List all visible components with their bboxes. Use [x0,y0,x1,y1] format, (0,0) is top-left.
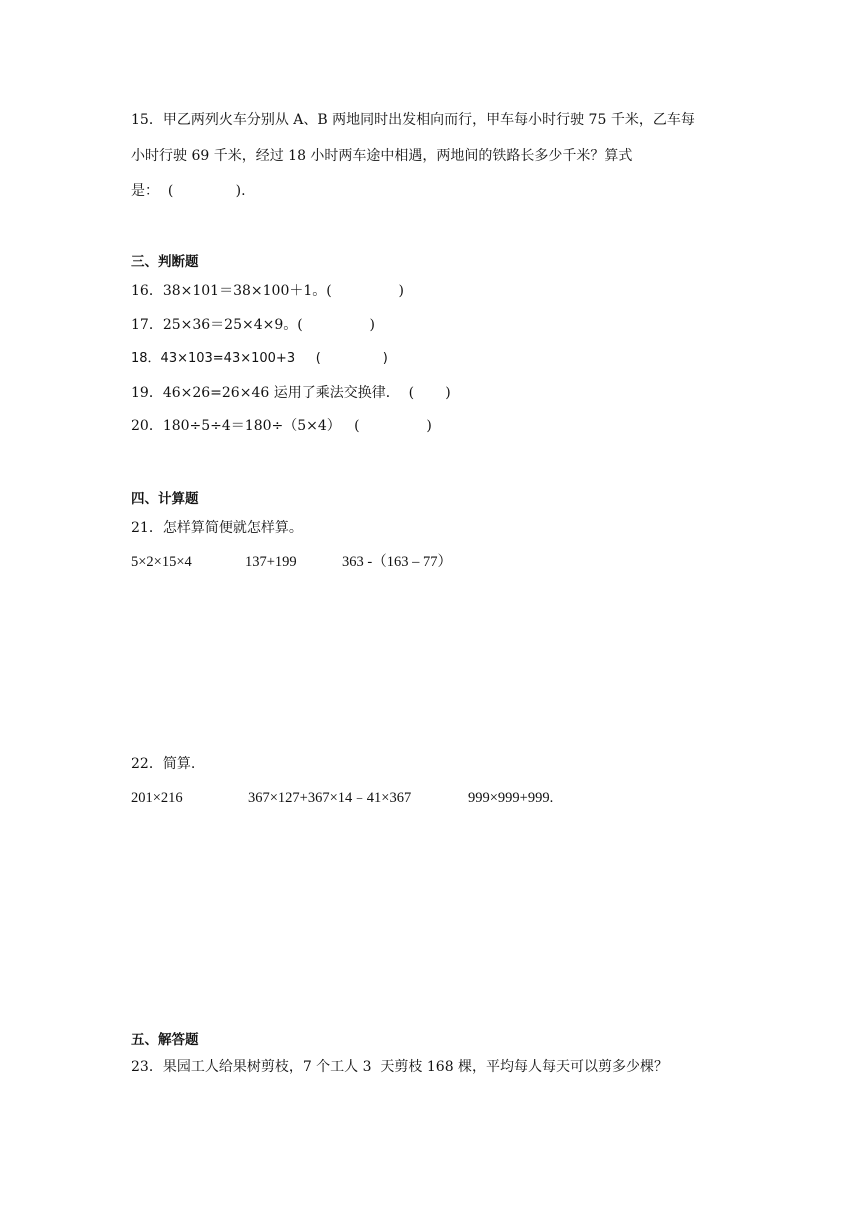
section-5-title: 五、解答题 [131,1032,199,1048]
question-22-expr-2: 367×127+367×14﹣41×367 [248,790,412,806]
question-21-prompt: 21．怎样算简便就怎样算。 [131,520,303,536]
question-19: 19．46×26=26×46 运用了乘法交换律． ( ) [131,385,451,401]
question-22-expr-1: 201×216 [131,790,183,806]
section-3-title: 三、判断题 [131,254,199,270]
question-15-line-2: 小时行驶 69 千米，经过 18 小时两车途中相遇，两地间的铁路长多少千米？算式 [131,148,633,164]
question-15-line-1: 15．甲乙两列火车分别从 A、B 两地同时出发相向而行，甲车每小时行驶 75 千米，乙车每 [131,112,695,128]
question-20: 20．180÷5÷4＝180÷（5×4） ( ) [131,418,432,434]
question-22-prompt: 22．简算. [131,756,196,772]
section-4-title: 四、计算题 [131,491,199,507]
question-18: 18．43×103=43×100+3 ( ) [131,351,388,366]
question-17: 17．25×36＝25×4×9。( ) [131,317,375,333]
question-21-expr-3: 363 -（163 – 77） [342,554,452,570]
question-15-line-3: 是： ( ). [131,183,246,199]
question-22-expr-3: 999×999+999. [468,790,554,806]
question-16: 16．38×101＝38×100＋1。( ) [131,283,404,299]
question-23: 23．果园工人给果树剪枝，7 个工人 3 天剪枝 168 棵，平均每人每天可以剪多少棵？ [131,1059,669,1075]
question-21-expr-1: 5×2×15×4 [131,554,192,570]
question-21-expr-2: 137+199 [245,554,297,570]
